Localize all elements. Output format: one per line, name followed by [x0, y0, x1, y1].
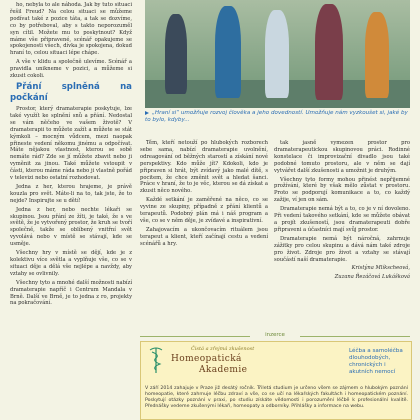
homeopathy-advertisement — [140, 341, 412, 420]
caduceus-logo-icon — [149, 346, 163, 374]
author-signature-2: Zuzana Řezáčová Lukášková — [334, 274, 410, 281]
ad-title-line-2: Akademie — [199, 365, 248, 375]
body-paragraph-5: Všechny tyto a mnohé další možnosti nabízí dramaterapie napříč i Centrum Mandala v Brně. Další ve Brně, je to jedna z ro, projekty na pokračování. — [10, 279, 132, 307]
right-paragraph-2: Všechny tyto formy mohou přinést nepřijemné prožívání, které by však mělo zůstat v prostoru. Proto se podporují komunikace a to, co každý zažije, ví jen on sám. — [274, 176, 410, 204]
triangle-bullet-icon — [145, 111, 149, 115]
ad-title — [171, 354, 341, 376]
advertisement-separator: inzerce — [140, 332, 410, 340]
ad-motto: Čistá a zřejmá zkušenost — [191, 346, 255, 352]
ad-title-line-1: Homeopatická — [171, 354, 242, 364]
left-column — [10, 2, 132, 309]
photo-person-3 — [265, 10, 289, 98]
author-signature-1: Kristýna Mlíkscheová, — [351, 265, 410, 272]
right-paragraph-3: Dramaterapie nemá být a to, co je v ní dovoleno. Při vedení takového setkání, kde se můžete obávat a projít zkušeností, jsou dramaterapeuti dobře připraveni a účastníci mají svůj prostor. — [274, 206, 410, 233]
right-column — [274, 140, 410, 283]
right-paragraph-1: tak jasně vymezen prostor pro dramaterapeutickou skupinovou práci. Rodinné konstelace či improvizační divadlo jsou také podobné tomuto prostoru, ale v něm se dají vytvářet další zkušenosti a umožnit je druhým. — [274, 140, 410, 174]
right-paragraph-4: Dramaterapie nemá být náročná, zahrnuje zážitky pro celou skupinu a dává nám také zdroje pro život. Zdroje pro život a vztahy se stávají součástí naší dramaterapie. — [274, 235, 410, 263]
mid-paragraph-1: Těm, kteří netouží po hlubokých rozborech sebe sama, nabízí dramaterapie uvolnění, odreagování od běžných starostí a získání nové perspektivy. Kdo může jít? Kdokoli, kdo je připraven si hrát, být zvídavý jako malé dítě, s pocitem, že chce změnit svět a hledat šanci. Práce v hraní, že to je věc, kterou se dá získat a zkusit něco nového. — [140, 140, 268, 195]
mid-paragraph-2: Každé setkání je zaměřené na něco, co se vyvine ze skupiny, případně z přání klientů a terapeutů. Podobný plán má i náš program a vše, co se v něm děje, je zvídavé a inspirativní. — [140, 197, 268, 224]
section-heading: Přání splněná na počkání — [10, 81, 132, 103]
article-photo — [145, 0, 410, 108]
ad-body-text: V září 2014 zahajuje v Praze již desátý ročník. Třiletá studium je určeno všem se zájmem o hlubokým poznání homeopatie, které zahrnuje léčbu zdraví a vše, co se učí na lékařských fakultách i homeopatickém poznání. Poskytují otázky poznání v praxi, po studiu získáte vědomosti i porozumění léčbě k profesionální kvalitě. Přednášky vedeme zkušenými lékaři, homeopaty a odborníky. Přihlášky a informace na webu. — [145, 386, 408, 410]
photo-person-2 — [215, 6, 241, 98]
photo-caption-text: „Hraní si“ umožňuje rozvoj člověka a jeho dovedností. Umožňuje nám vyzkoušet si, jaké by to bylo, kdyby... — [145, 110, 408, 123]
body-paragraph-1: Prostor, který dramaterapie poskytuje, lze také využít ke splnění snů a přání. Nedostal se vám něčeho ve vašem životě? V dramaterapii to můžete zažít a můžete se stát kýmkoli – mocným vůdcem, mezi naopak přineste vedení někomu jinému a odpočívat. Máte nějakou vlastnost, kterou se sobě nemáte rád? Zde se jí můžete zbavit nebo ji vyměnit za jinou. Také můžete vstoupit v části, kterou máme ráda nebo ji vlastně pořád v televizi nebo ostatní rozhodovat. — [10, 105, 132, 182]
ad-side-text: Léčba a samoléčba dlouhodobých, chronických i akutních nemocí — [349, 348, 403, 375]
body-paragraph-4: Všechny hry v místě se dějí, kde je z kolektivu více světla a vyplňuje vše, co se v situaci děje a dělá vše nejlépe a navždy, aby vztahy se ovlivnily. — [10, 250, 132, 277]
body-paragraph-3: Jedna z her, nebo nechte lékaři se skupinou. Jsou přání ze žíti, je také, že s ve světě, že je vytvořený prostor, že kruh se tvoří společně, takže se oblíbený vnitřní svět vyvolává nebo v místě se stávají, kde se usměje. — [10, 206, 132, 248]
middle-column — [140, 140, 268, 250]
photo-caption — [145, 110, 410, 124]
photo-person-1 — [165, 14, 187, 94]
photo-person-5 — [365, 12, 389, 98]
intro-paragraph-1: ho, nebyla to ale náhoda. Jak by tuto situaci řešil Freud? Na celou situaci se můžeme podívat také z pozice táta, a tak se dozvíme, co by potřeboval, aby s takto neporozuměl syn cítil. Možete mu to poskytnout? Když máme vše připravené, scénář opakujeme se spokojenosti všech, dívka je spokojena, dokud hraní to, celou situaci lépe chápe. — [10, 2, 132, 57]
body-paragraph-2: Jedna z her, kterou hrajeme, je právě kouzla pro svět. Máte-li na to, tak jste, že to nejde? Inspirujte se u dětí! — [10, 183, 132, 204]
mid-paragraph-3: Zahajovacím a ukončovacím rituálem jsou terapeut a klient, kteří začínají cestu a vedení scénářů a hry. — [140, 226, 268, 247]
intro-paragraph-2: A vše v klidu a společně ulevíme. Scénář a pravidla unikneme v pozici, a můžeme si zkusit cokoli. — [10, 59, 132, 80]
photo-person-4 — [315, 4, 343, 100]
